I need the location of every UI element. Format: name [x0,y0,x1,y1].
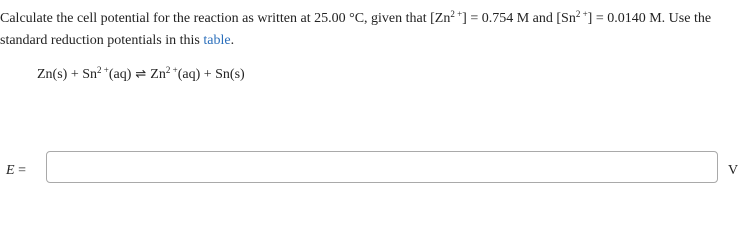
question-text [0,8,738,52]
sn-ion-charge: 2 + [575,9,588,19]
answer-variable: E [6,163,15,178]
table-link[interactable]: table [203,33,231,48]
question-end: ] = 0.0140 M. Use the standard reduction potentials in this [0,11,712,48]
cell-potential-input[interactable] [46,151,718,183]
question-intro: Calculate the cell potential for the reaction as written at 25.00 °C, given that [Zn [0,11,451,26]
equation-right-charge: 2 + [165,65,178,75]
equation-left: Zn(s) + Sn [37,67,98,82]
reaction-equation [37,66,245,84]
equation-right-state: (aq) + Sn(s) [177,67,245,82]
equilibrium-arrow-icon: ⇌ [135,67,147,82]
equation-left-charge: 2 + [97,65,109,75]
equation-right: Zn [150,67,166,82]
unit-label: V [728,163,739,178]
zn-ion-charge: 2 + [450,9,463,19]
question-period: . [230,33,235,48]
answer-label [6,162,26,180]
question-mid: ] = 0.754 M and [Sn [462,11,576,26]
answer-equals: = [14,163,26,178]
equation-left-state: (aq) [108,67,132,82]
